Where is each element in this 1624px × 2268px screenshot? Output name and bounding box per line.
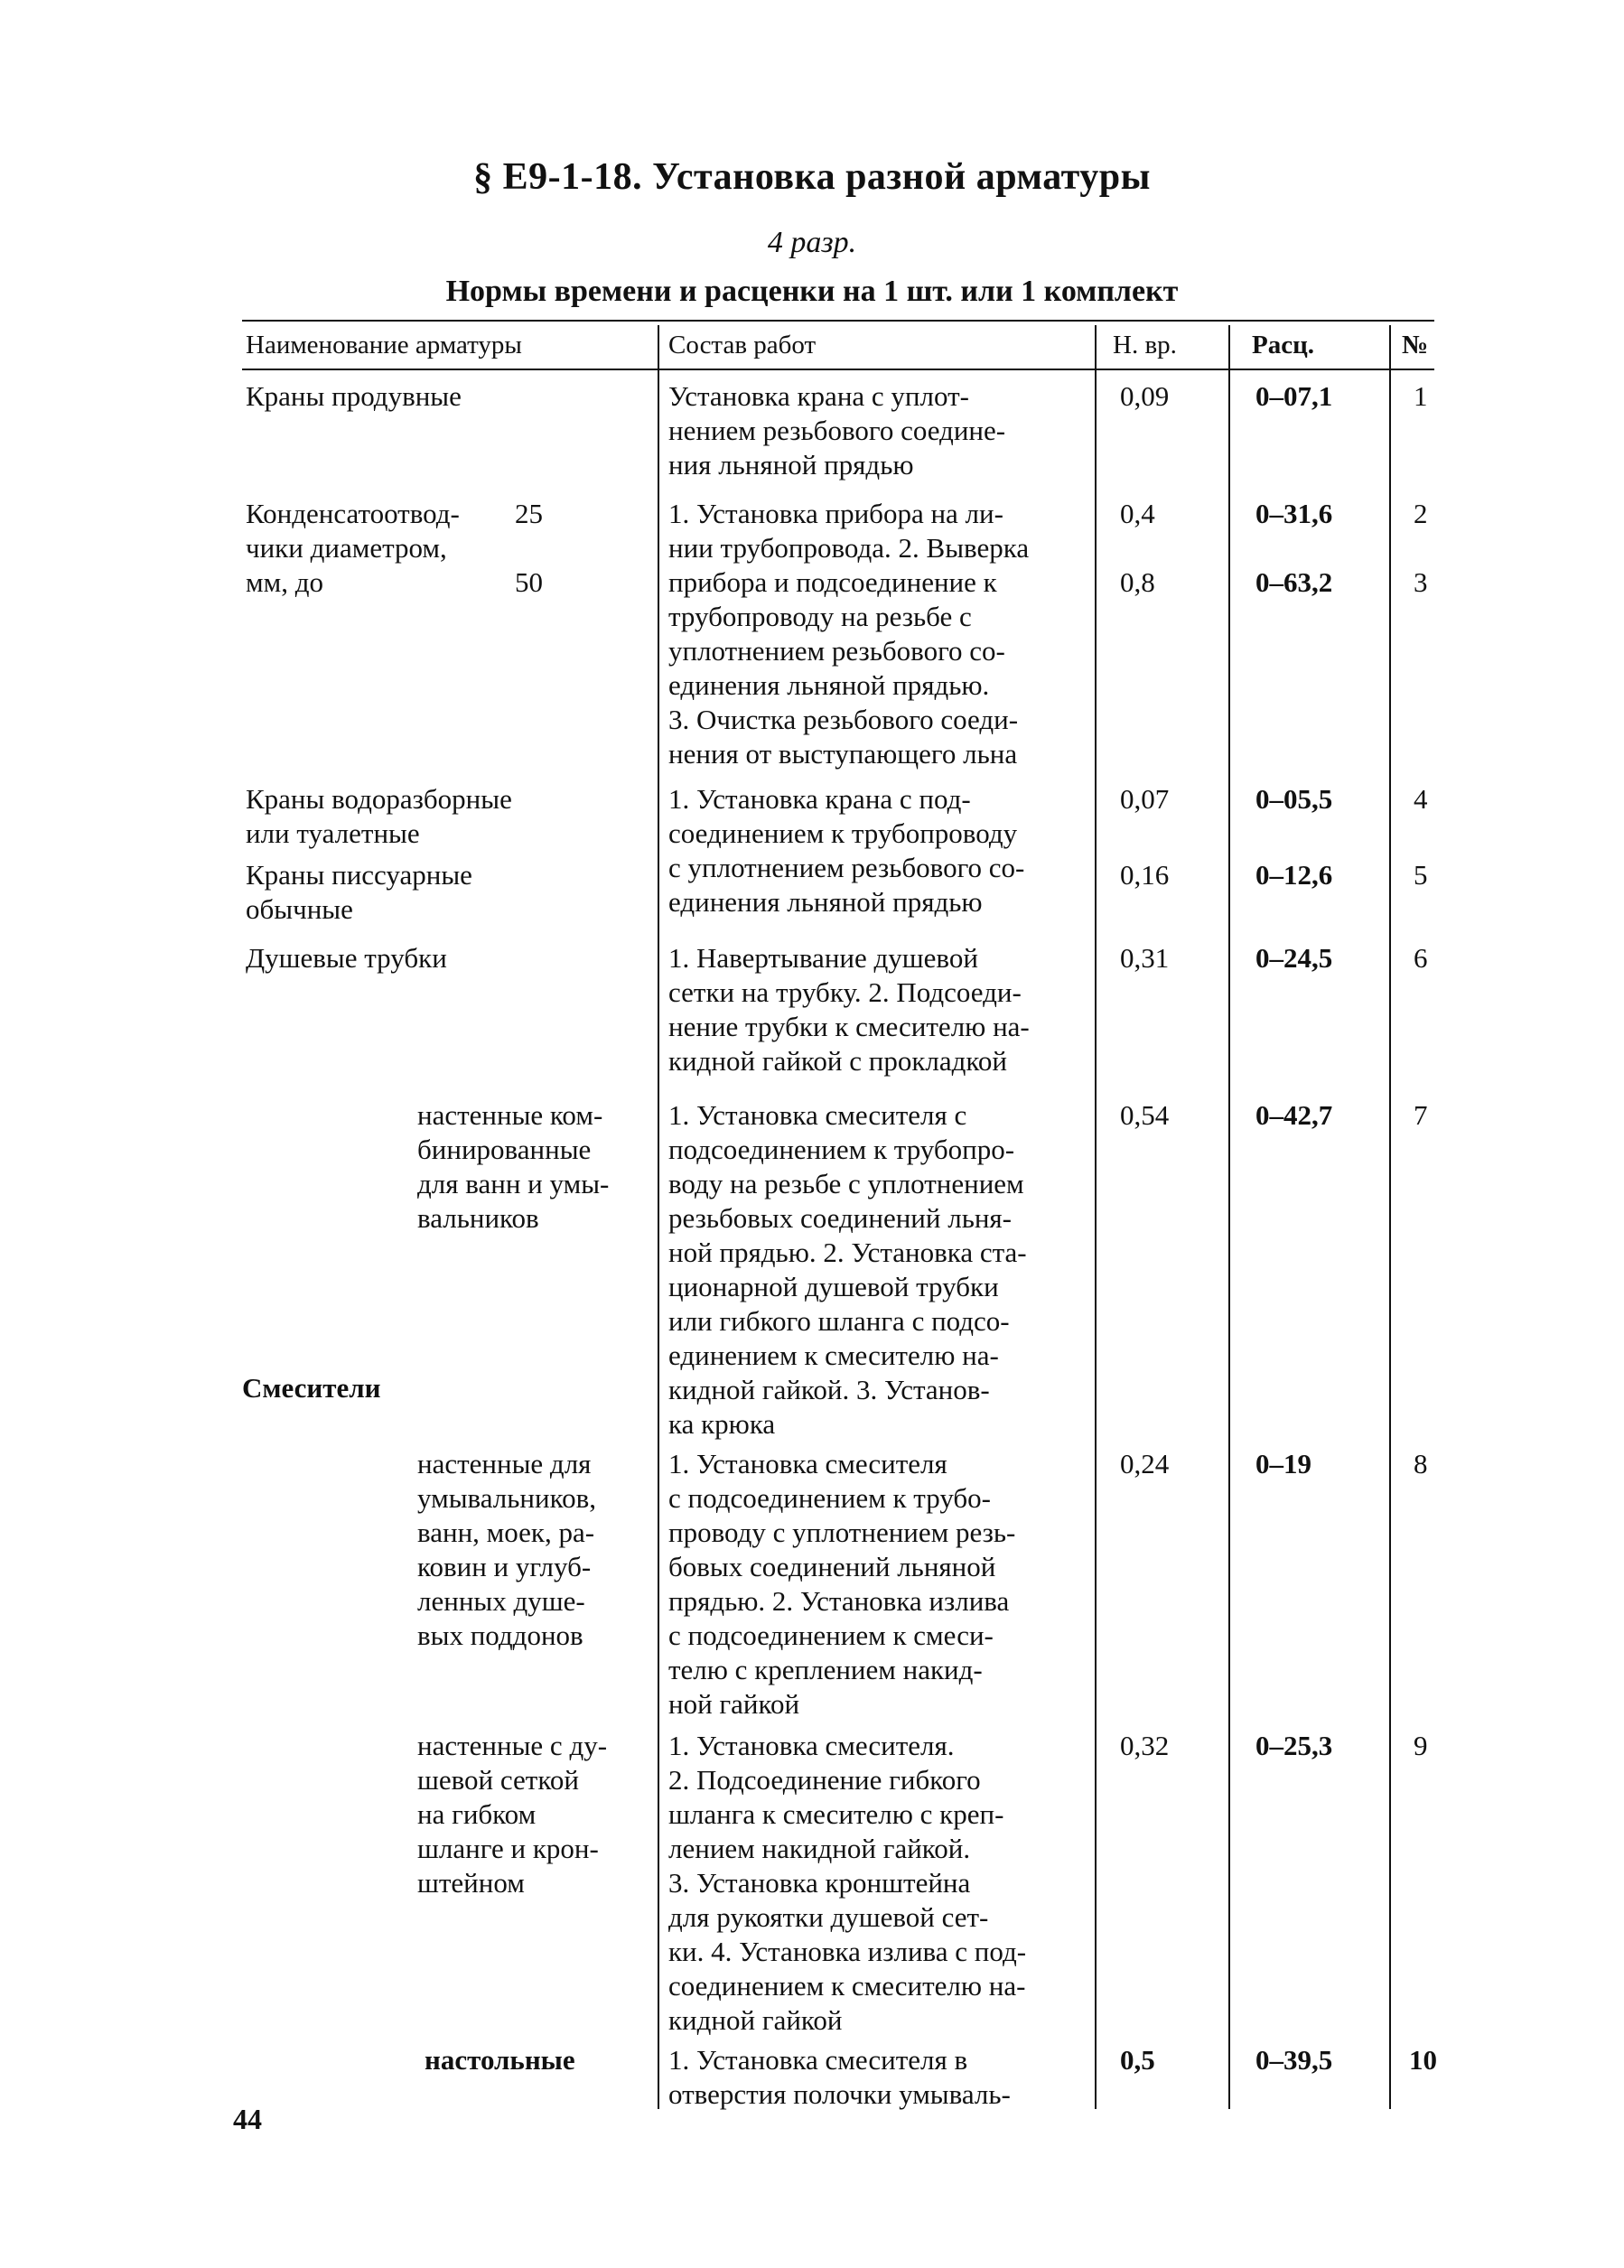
row2-number: 2 (1414, 498, 1428, 529)
row7-rate: 0–42,7 (1255, 1099, 1333, 1131)
row2-nvr: 0,4 (1120, 498, 1155, 529)
row10-number: 10 (1409, 2044, 1437, 2076)
col-divider-4 (1389, 325, 1391, 2109)
row10-subtype: настольные (425, 2044, 575, 2076)
row3-rate: 0–63,2 (1255, 566, 1333, 598)
col-divider-3 (1228, 325, 1230, 2109)
header-number: № (1402, 331, 1429, 359)
row2-size: 25 (515, 498, 543, 529)
row4-name: Краны водоразборные или туалетные (246, 783, 512, 849)
row7-work: 1. Установка смесителя с подсоединением к трубопро- воду на резьбе с уплотнением резьбовых соединений льня- ной прядью. 2. Установка ста- ционарной душевой трубки или гибкого шланга с подсо- единением к смесителю на- кидной гайкой. 3. Установ- ка крюка (668, 1099, 1027, 1440)
row5-rate: 0–12,6 (1255, 859, 1333, 891)
row9-subtype: настенные с ду- шевой сеткой на гибком шланге и крон- штейном (417, 1730, 608, 1899)
row7-number: 7 (1414, 1099, 1428, 1131)
header-rate: Расц. (1252, 331, 1315, 359)
row1-rate: 0–07,1 (1255, 380, 1333, 412)
row8-number: 8 (1414, 1448, 1428, 1479)
row1-name: Краны продувные (246, 380, 462, 412)
row3-size: 50 (515, 566, 543, 598)
row4-work: 1. Установка крана с под- соединением к трубопроводу с уплотнением резьбового со- единения льняной прядью (668, 783, 1025, 918)
row2-name: Конденсатоотвод- чики диаметром, мм, до (246, 498, 460, 598)
row5-number: 5 (1414, 859, 1428, 891)
row5-name: Краны писсуарные обычные (246, 859, 472, 925)
row4-number: 4 (1414, 783, 1428, 815)
row3-number: 3 (1414, 566, 1428, 598)
row3-nvr: 0,8 (1120, 566, 1155, 598)
group-label-mixers: Смесители (242, 1372, 381, 1404)
table-header-rule (242, 369, 1434, 370)
row1-number: 1 (1414, 380, 1428, 412)
row8-nvr: 0,24 (1120, 1448, 1170, 1479)
table-caption: Нормы времени и расценки на 1 шт. или 1 комплект (445, 275, 1179, 308)
row9-work: 1. Установка смесителя. 2. Подсоединение гибкого шланга к смесителю с креп- лением накидной гайкой. 3. Установка кронштейна для рукоятки душевой сет- ки. 4. Установка излива с под- соединением к смесителю на- кидной гайкой (668, 1730, 1027, 2036)
row9-number: 9 (1414, 1730, 1428, 1761)
header-nvr: Н. вр. (1113, 331, 1177, 359)
row6-number: 6 (1414, 942, 1428, 974)
row9-rate: 0–25,3 (1255, 1730, 1333, 1761)
row2-work: 1. Установка прибора на ли- нии трубопровода. 2. Выверка прибора и подсоединение к трубопроводу на резьбе с уплотнением резьбового со- единения льняной прядью. 3. Очистка резьбового соеди- нения от выступающего льна (668, 498, 1030, 770)
grade-label: 4 разр. (767, 226, 857, 259)
row6-work: 1. Навертывание душевой сетки на трубку. 2. Подсоеди- нение трубки к смесителю на- кидной гайкой с прокладкой (668, 942, 1030, 1077)
row8-subtype: настенные для умывальников, ванн, моек, ра- ковин и углуб- ленных душе- вых поддонов (417, 1448, 596, 1651)
header-name: Наименование арматуры (246, 331, 522, 359)
row4-rate: 0–05,5 (1255, 783, 1333, 815)
row6-nvr: 0,31 (1120, 942, 1170, 974)
row10-nvr: 0,5 (1120, 2044, 1155, 2076)
row7-nvr: 0,54 (1120, 1099, 1170, 1131)
row6-rate: 0–24,5 (1255, 942, 1333, 974)
row5-nvr: 0,16 (1120, 859, 1170, 891)
col-divider-1 (658, 325, 659, 2109)
row8-work: 1. Установка смесителя с подсоединением к трубо- проводу с уплотнением резь- бовых соединений льняной прядью. 2. Установка излива с подсоединением к смеси- телю с креплением накид- ной гайкой (668, 1448, 1016, 1720)
row10-work: 1. Установка смесителя в отверстия полочки умываль- (668, 2044, 1011, 2110)
page-number: 44 (233, 2103, 262, 2135)
row10-rate: 0–39,5 (1255, 2044, 1333, 2076)
section-title: § Е9-1-18. Установка разной арматуры (473, 156, 1151, 198)
row9-nvr: 0,32 (1120, 1730, 1170, 1761)
row4-nvr: 0,07 (1120, 783, 1170, 815)
row7-subtype: настенные ком- бинированные для ванн и умы- вальников (417, 1099, 610, 1234)
row8-rate: 0–19 (1255, 1448, 1311, 1479)
row6-name: Душевые трубки (246, 942, 447, 974)
row1-nvr: 0,09 (1120, 380, 1170, 412)
header-work: Состав работ (668, 331, 817, 359)
row2-rate: 0–31,6 (1255, 498, 1333, 529)
row1-work: Установка крана с уплот- нением резьбового соедине- ния льняной прядью (668, 380, 1006, 481)
table-top-rule (242, 320, 1434, 322)
col-divider-2 (1095, 325, 1097, 2109)
